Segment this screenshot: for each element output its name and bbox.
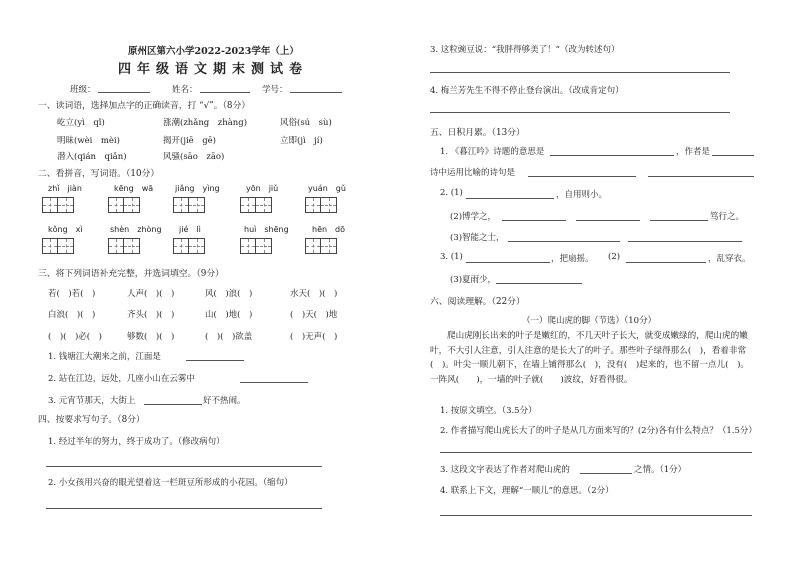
s1-item[interactable]: 揭开(jiē gē) <box>163 136 216 146</box>
section2-title: 二、看拼音，写词语。（10分） <box>38 169 160 179</box>
s5-q3-2-blank[interactable] <box>626 262 706 263</box>
s3-q3-pre: 3. 元宵节那天，大街上 <box>48 396 136 406</box>
s5-q1b: 诗中运用比喻的诗句是 <box>430 168 516 178</box>
idiom-fill[interactable]: ( )( )必( ) <box>48 332 102 342</box>
s5-q2-3-blank-2[interactable] <box>628 241 742 242</box>
class-field[interactable] <box>98 92 150 93</box>
section3-title: 三、将下列词语补充完整，并选词填空。（9分） <box>38 269 224 279</box>
s3-q2: 2. 站在江边，远处，几座小山在云雾中 <box>48 374 195 384</box>
s4-q3: 3. 这粒豌豆说：“我胖得够美了！”（改为转述句） <box>430 45 620 55</box>
s4-q2-answer-line[interactable] <box>46 508 322 509</box>
char-grid[interactable] <box>42 238 74 254</box>
idiom-fill[interactable]: 山( )地( ) <box>205 310 253 320</box>
section5-title: 五、日积月累。（13分） <box>430 128 525 138</box>
section6-title: 六、阅读理解。（22分） <box>430 297 525 307</box>
char-grid[interactable] <box>108 197 140 213</box>
s3-q1: 1. 钱塘江大潮来之前，江面是 <box>48 352 161 362</box>
s5-q1a-author-blank[interactable] <box>712 155 754 156</box>
s5-q3-1-blank[interactable] <box>466 262 550 263</box>
s5-q3-3: (3)夏雨少， <box>450 275 497 285</box>
idiom-fill[interactable]: 水天( )( ) <box>290 289 338 299</box>
id-label: 学号： <box>262 85 288 95</box>
s6-q4-answer-line[interactable] <box>440 515 752 516</box>
idiom-fill[interactable]: 风( )浪( ) <box>205 289 253 299</box>
s5-q3-1-pre: 3. (1) <box>440 252 463 262</box>
s3-q3-post: 好不热闹。 <box>203 396 246 406</box>
s1-item[interactable]: 明昧(wèi mèi) <box>57 136 120 146</box>
s5-q2-1-post: ，自用则小。 <box>556 190 608 200</box>
name-label: 姓名： <box>172 85 198 95</box>
s5-q2-2-blank-1[interactable] <box>502 220 566 221</box>
s6-q3-post: 之情。（1分） <box>634 465 687 475</box>
s1-item[interactable]: 屹立(yì qǐ) <box>57 118 105 128</box>
s1-item[interactable]: 风骚(sāo zāo) <box>163 152 225 162</box>
s5-q3-1-post: ，把扇摇。 <box>551 254 594 264</box>
s5-q2-2-blank-3[interactable] <box>650 220 708 221</box>
s5-q2-2-post: 笃行之。 <box>710 212 745 222</box>
pinyin-label: jié lì <box>179 225 201 234</box>
pinyin-label: zhǐ jiàn <box>48 184 82 193</box>
section4-title: 四、按要求写句子。（8分） <box>38 415 145 425</box>
exam-title: 四年级语文期末测试卷 <box>118 62 309 77</box>
char-grid[interactable] <box>240 238 272 254</box>
s6-q4: 4. 联系上下文，理解“一顺儿”的意思。（2分） <box>440 486 614 496</box>
s6-q2-answer-line[interactable] <box>440 452 752 453</box>
char-grid[interactable] <box>305 197 337 213</box>
s1-item[interactable]: 风俗(sú sù) <box>280 118 332 128</box>
s5-q1a-blank[interactable] <box>550 155 674 156</box>
s5-q2-3-blank-1[interactable] <box>508 241 620 242</box>
char-grid[interactable] <box>108 238 140 254</box>
s6-q1: 1. 按原文填空。（3.5分） <box>440 406 537 416</box>
idiom-fill[interactable]: 人声( )( ) <box>127 289 175 299</box>
s5-q2-1-blank[interactable] <box>466 198 554 199</box>
s4-q4-answer-line[interactable] <box>430 112 730 113</box>
char-grid[interactable] <box>42 197 74 213</box>
s4-q2: 2. 小女孩用兴奋的眼光望着这一栏斑豆所形成的小花园。（缩句） <box>48 478 293 488</box>
s5-q1b-blank-2[interactable] <box>648 176 754 177</box>
s5-q2-1-pre: 2. (1) <box>440 188 463 198</box>
s6-q3-pre: 3. 这段文字表达了作者对爬山虎的 <box>440 465 570 475</box>
idiom-fill[interactable]: 若( )若( ) <box>48 289 96 299</box>
char-grid[interactable] <box>305 238 337 254</box>
school-title: 原州区第六小学2022-2023学年（上） <box>128 46 299 57</box>
s3-q3-blank[interactable] <box>144 404 202 405</box>
s5-q3-2-post: ，乱穿衣。 <box>708 254 751 264</box>
s1-item[interactable]: 涨潮(zhǎng zhàng) <box>163 118 248 128</box>
s4-q1-answer-line[interactable] <box>46 466 322 467</box>
idiom-fill[interactable]: 白浪( )( ) <box>48 310 96 320</box>
char-grid[interactable] <box>240 197 272 213</box>
s5-q2-2-pre: (2)博学之， <box>450 212 497 222</box>
s5-q2-2-blank-2[interactable] <box>576 220 640 221</box>
pinyin-label: huì shēng <box>244 225 289 234</box>
pinyin-label: yōn jiǔ <box>246 184 279 193</box>
s5-q2-3: (3)智能之士， <box>450 233 505 243</box>
pinyin-label: kǒng xì <box>48 225 83 234</box>
s5-q3-3-blank[interactable] <box>496 283 582 284</box>
idiom-fill[interactable]: 够数( )( ) <box>127 332 175 342</box>
s5-q1b-blank-1[interactable] <box>528 176 636 177</box>
s5-q1a-pre: 1. 《暮江吟》诗题的意思是 <box>440 147 545 157</box>
s1-item[interactable]: 潜入(qián qiǎn) <box>57 152 127 162</box>
char-grid[interactable] <box>173 238 205 254</box>
s6-q2: 2. 作者描写爬山虎长大了的叶子是从几方面来写的？(2分)各有什么特点？（1.5分） <box>440 426 757 436</box>
s4-q3-answer-line[interactable] <box>430 72 730 73</box>
s5-q1a-post: ，作者是 <box>676 147 711 157</box>
id-field[interactable] <box>290 92 342 93</box>
char-grid[interactable] <box>173 197 205 213</box>
s3-q2-blank[interactable] <box>240 382 308 383</box>
idiom-fill[interactable]: 齐头( )( ) <box>127 310 175 320</box>
pinyin-label: jiǎng yìng <box>175 184 220 193</box>
name-field[interactable] <box>200 92 250 93</box>
reading-subtitle: （一）爬山虎的脚（节选）（10分） <box>522 316 657 326</box>
section1-title: 一、读词语，选择加点字的正确读音，打 “√”。（8分） <box>38 101 251 111</box>
s4-q1: 1. 经过半年的努力，终于成功了。（修改病句） <box>48 437 225 447</box>
reading-passage: 爬山虎刚长出来的叶子是嫩红的，不几天叶子长大，就变成嫩绿的，爬山虎的嫩叶，不大引人注意，引人注意的是长大了的叶子。那些叶子绿得那么( )，看着非常( )。叶尖一顺儿朝下，在墙上铺得那么( )，没有( )起来的，也不留一点儿( )。一阵风( )，一墙的叶子就( )波纹，好看得很。 <box>430 331 750 385</box>
pinyin-label: kēng wā <box>114 184 154 193</box>
idiom-fill[interactable]: ( )天( )地 <box>290 310 338 320</box>
idiom-fill[interactable]: ( )( )欲盖 <box>205 332 253 342</box>
idiom-fill[interactable]: ( )无声( ) <box>290 332 338 342</box>
s1-item[interactable]: 立即(jì jí) <box>280 136 323 146</box>
pinyin-label: yuán gǔ <box>308 184 346 193</box>
s6-q3-blank[interactable] <box>580 473 632 474</box>
class-label: 班级： <box>70 85 96 95</box>
pinyin-label: hēn dō <box>312 225 346 234</box>
s5-q3-2-pre: (2) <box>608 252 621 262</box>
s3-q1-blank[interactable] <box>186 360 244 361</box>
pinyin-label: shèn zhòng <box>110 225 162 234</box>
s4-q4: 4. 梅兰芳先生不得不停止登台演出。（改成肯定句） <box>430 86 624 96</box>
